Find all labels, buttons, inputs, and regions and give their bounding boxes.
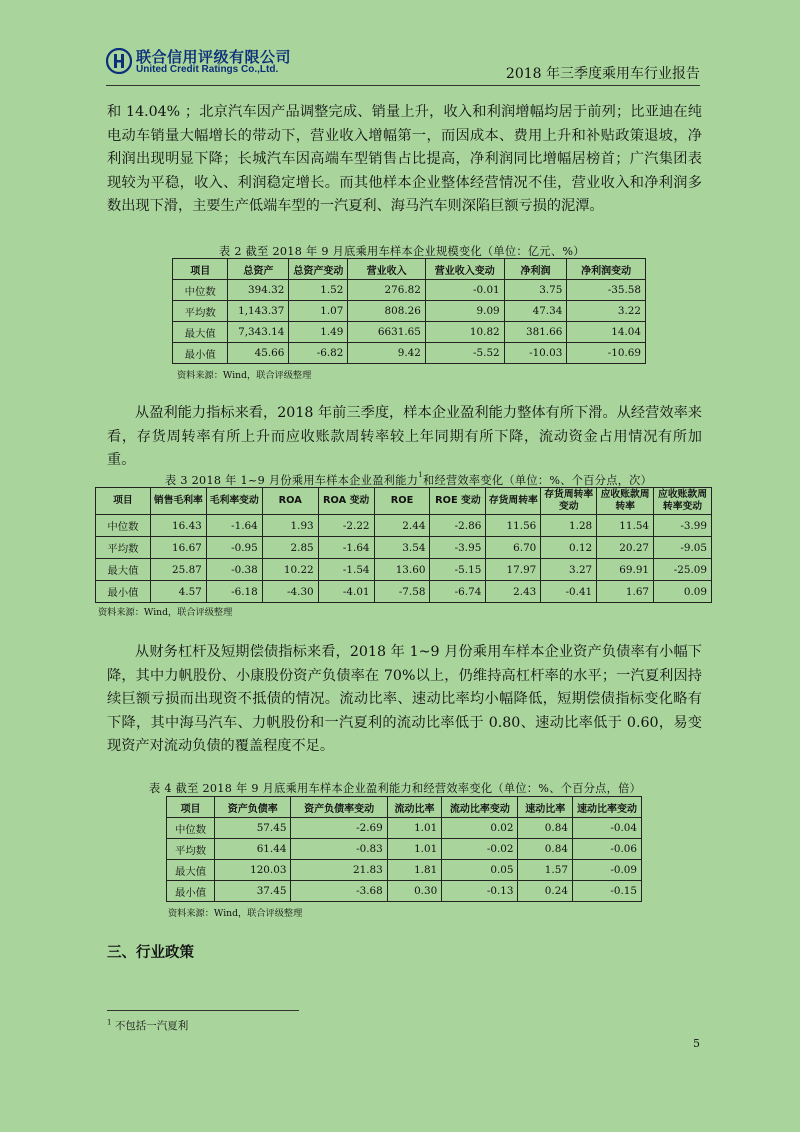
table-cell: 1,143.37 [228,301,289,322]
row-label: 最小值 [173,343,228,364]
row-label: 中位数 [96,515,151,537]
page-header [106,44,700,84]
table-cell: 0.02 [442,818,518,839]
table-cell: -1.64 [206,515,262,537]
table4-header-row [167,797,642,818]
table-cell: -0.01 [425,280,504,301]
row-label: 平均数 [96,537,151,559]
table-cell: -0.83 [291,839,387,860]
table-cell: 1.01 [387,818,441,839]
table-cell: 3.27 [541,559,597,581]
table-cell: 120.03 [215,860,291,881]
table-row [96,515,712,537]
column-header: 资产负债率 [215,797,291,818]
table-row [173,301,646,322]
table4-source: 资料来源：Wind，联合评级整理 [168,908,303,919]
table-cell: -2.69 [291,818,387,839]
table-cell: 16.67 [150,537,206,559]
company-name-en: United Credit Ratings Co.,Ltd. [136,64,279,75]
table2-caption: 表 2 截至 2018 年 9 月底乘用车样本企业规模变化（单位：亿元、%） [219,245,585,258]
column-header: 应收账款周转率 [597,488,654,515]
table-cell: 14.04 [567,322,646,343]
table-cell: -0.02 [442,839,518,860]
table-cell: 3.75 [504,280,567,301]
table-cell: 1.81 [387,860,441,881]
table-cell: 10.22 [262,559,318,581]
table-cell: 9.42 [348,343,426,364]
table-cell: -1.54 [318,559,374,581]
table-cell: 0.09 [654,581,712,603]
table-cell: -0.09 [572,860,641,881]
column-header: 存货周转率 [486,488,541,515]
table-cell: 1.67 [597,581,654,603]
table-cell: -0.15 [572,881,641,902]
table-cell: 69.91 [597,559,654,581]
row-label: 最大值 [96,559,151,581]
row-label: 最小值 [167,881,215,902]
paragraph-3: 从财务杠杆及短期偿债指标来看，2018 年 1~9 月份乘用车样本企业资产负债率有小幅下降，其中力帆股份、小康股份资产负债率在 70%以上，仍维持高杠杆率的水平；一汽夏利因持续巨额亏损而出现资不抵债的情况。流动比率、速动比率均小幅降低，短期偿债指标变化略有下降，其中海马汽车、力帆股份和一汽夏利的流动比率低于 0.80、速动比率低于 0.60，易变现资产对流动负债的覆盖程度不足。 [107,644,702,755]
table-cell: 3.22 [567,301,646,322]
table-row [96,581,712,603]
table-cell: -4.30 [262,581,318,603]
table-cell: 1.49 [289,322,348,343]
table-cell: -25.09 [654,559,712,581]
table3-caption [165,472,652,488]
table-cell: -0.38 [206,559,262,581]
column-header: 营业收入变动 [425,259,504,280]
table-cell: -0.95 [206,537,262,559]
table-cell: 61.44 [215,839,291,860]
footnote [107,1018,188,1033]
table-cell: 1.01 [387,839,441,860]
table-row [96,559,712,581]
table2-header-row [173,259,646,280]
table4 [166,796,642,902]
column-header: 存货周转率变动 [541,488,597,515]
table-cell: 1.57 [518,860,572,881]
table-cell: 394.32 [228,280,289,301]
table4-body [167,818,642,902]
table-row [167,860,642,881]
table-cell: 11.56 [486,515,541,537]
table-cell: 6.70 [486,537,541,559]
table-cell: 11.54 [597,515,654,537]
table-cell: -9.05 [654,537,712,559]
table-cell: 20.27 [597,537,654,559]
table-cell: 0.05 [442,860,518,881]
table-cell: 47.34 [504,301,567,322]
table4-caption: 表 4 截至 2018 年 9 月底乘用车样本企业盈利能力和经营效率变化（单位：%、个百分点，倍） [149,782,642,795]
column-header: 速动比率变动 [572,797,641,818]
table-cell: -1.64 [318,537,374,559]
table-cell: 381.66 [504,322,567,343]
column-header: 流动比率变动 [442,797,518,818]
column-header: 资产负债率变动 [291,797,387,818]
table-cell: 17.97 [486,559,541,581]
table3 [95,487,712,603]
table-row [96,537,712,559]
table-cell: -5.52 [425,343,504,364]
table-cell: -6.82 [289,343,348,364]
table-cell: 45.66 [228,343,289,364]
paragraph-1: 和 14.04% ；北京汽车因产品调整完成、销量上升，收入和利润增幅均居于前列；比亚迪在纯电动车销量大幅增长的带动下，营业收入增幅第一，而因成本、费用上升和补贴政策退坡，净利润出现明显下降；长城汽车因高端车型销售占比提高，净利润同比增幅居榜首；广汽集团表现较为平稳，收入、利润稳定增长。而其他样本企业整体经营情况不佳，营业收入和净利润多数出现下滑，主要生产低端车型的一汽夏利、海马汽车则深陷巨额亏损的泥潭。 [107,104,702,215]
company-logo-icon [106,48,132,74]
table-cell: -5.15 [430,559,486,581]
table-cell: -2.86 [430,515,486,537]
section-heading: 三、行业政策 [107,945,194,961]
table-cell: 3.54 [374,537,430,559]
column-header: ROA [262,488,318,515]
table-cell: 21.83 [291,860,387,881]
table-cell: 1.07 [289,301,348,322]
table3-caption-footnote-ref: 1 [418,471,423,479]
table-cell: 57.45 [215,818,291,839]
table-row [167,881,642,902]
column-header: 速动比率 [518,797,572,818]
table-cell: 0.84 [518,818,572,839]
table2-body [173,280,646,364]
table-cell: 808.26 [348,301,426,322]
table-cell: 1.93 [262,515,318,537]
table-cell: -0.41 [541,581,597,603]
table-cell: 7,343.14 [228,322,289,343]
table-cell: 9.09 [425,301,504,322]
table-cell: 2.43 [486,581,541,603]
table-cell: -10.03 [504,343,567,364]
table-cell: 2.44 [374,515,430,537]
column-header: 营业收入 [348,259,426,280]
table-cell: -10.69 [567,343,646,364]
table-cell: 4.57 [150,581,206,603]
table-cell: 0.84 [518,839,572,860]
table-cell: 6631.65 [348,322,426,343]
table-row [173,343,646,364]
table-row [173,322,646,343]
column-header: 应收账款周转率变动 [654,488,712,515]
table-cell: -35.58 [567,280,646,301]
table-cell: 0.30 [387,881,441,902]
row-label: 中位数 [173,280,228,301]
footnote-divider [107,1010,299,1011]
table-cell: -7.58 [374,581,430,603]
table-cell: 10.82 [425,322,504,343]
column-header: 总资产变动 [289,259,348,280]
row-label: 平均数 [167,839,215,860]
table-cell: 0.24 [518,881,572,902]
table-row [167,818,642,839]
table3-source: 资料来源：Wind，联合评级整理 [98,607,233,618]
table-cell: 25.87 [150,559,206,581]
table-cell: -3.99 [654,515,712,537]
table3-header-row [96,488,712,515]
column-header: 销售毛利率 [150,488,206,515]
paragraph-2: 从盈利能力指标来看，2018 年前三季度，样本企业盈利能力整体有所下滑。从经营效率来看，存货周转率有所上升而应收账款周转率较上年同期有所下降，流动资金占用情况有所加重。 [107,405,702,469]
column-header: 流动比率 [387,797,441,818]
table-cell: 1.28 [541,515,597,537]
column-header: 项目 [96,488,151,515]
table-cell: 1.52 [289,280,348,301]
table-cell: 2.85 [262,537,318,559]
column-header: 项目 [167,797,215,818]
table-cell: 13.60 [374,559,430,581]
table-cell: -3.68 [291,881,387,902]
table-cell: -4.01 [318,581,374,603]
table-cell: 16.43 [150,515,206,537]
footnote-mark: 1 [107,1018,112,1027]
company-name-cn: 联合信用评级有限公司 [136,48,292,66]
footnote-text: 不包括一汽夏利 [114,1020,189,1032]
table-cell: -0.06 [572,839,641,860]
column-header: ROE 变动 [430,488,486,515]
row-label: 平均数 [173,301,228,322]
column-header: 毛利率变动 [206,488,262,515]
table-cell: 0.12 [541,537,597,559]
table-cell: -6.18 [206,581,262,603]
page-number: 5 [693,1037,700,1050]
table-cell: 276.82 [348,280,426,301]
column-header: 净利润 [504,259,567,280]
table2-source: 资料来源：Wind，联合评级整理 [177,370,312,381]
column-header: 项目 [173,259,228,280]
row-label: 中位数 [167,818,215,839]
table-row [173,280,646,301]
column-header: 总资产 [228,259,289,280]
table-cell: -0.04 [572,818,641,839]
table3-caption-main: 表 3 2018 年 1~9 月份乘用车样本企业盈利能力 [165,474,419,487]
report-title: 2018 年三季度乘用车行业报告 [505,66,700,82]
row-label: 最小值 [96,581,151,603]
column-header: 净利润变动 [567,259,646,280]
table2 [172,258,646,364]
table-cell: -0.13 [442,881,518,902]
column-header: ROE [374,488,430,515]
row-label: 最大值 [167,860,215,881]
table-row [167,839,642,860]
header-divider [106,85,700,86]
table-cell: -2.22 [318,515,374,537]
table3-caption-rest: 和经营效率变化（单位：%、个百分点，次） [422,474,653,487]
table-cell: 37.45 [215,881,291,902]
column-header: ROA 变动 [318,488,374,515]
table3-body [96,515,712,603]
table-cell: -3.95 [430,537,486,559]
row-label: 最大值 [173,322,228,343]
table-cell: -6.74 [430,581,486,603]
